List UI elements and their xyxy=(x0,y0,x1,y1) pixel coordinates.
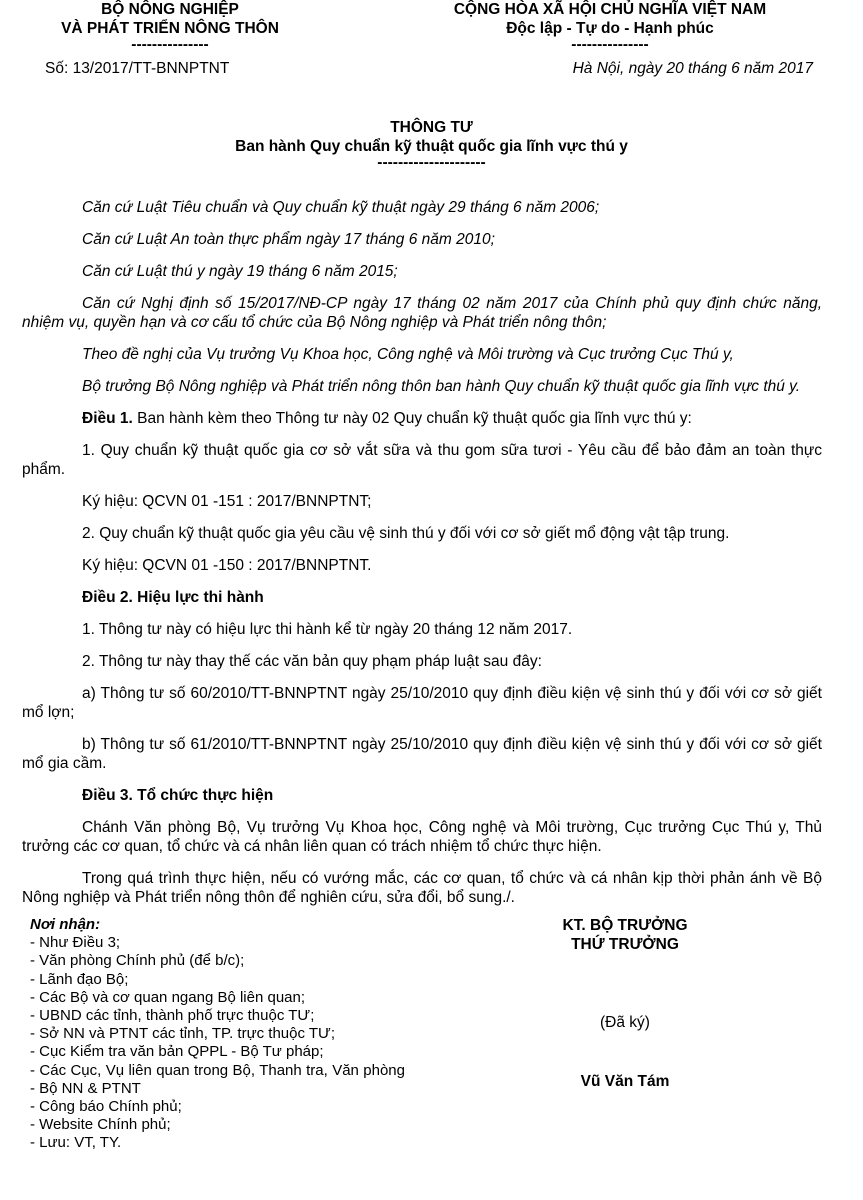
signer-title: THỨ TRƯỞNG xyxy=(571,936,679,953)
recipient-item: - Như Điều 3; xyxy=(30,934,121,952)
recipient-item: - Công báo Chính phủ; xyxy=(30,1098,182,1116)
article-1-label: Điều 1. xyxy=(82,410,133,427)
signer-authority: KT. BỘ TRƯỞNG xyxy=(562,917,688,934)
motto: Độc lập - Tự do - Hạnh phúc xyxy=(506,20,714,37)
recipients-heading: Nơi nhận: xyxy=(30,916,101,933)
recipients-block xyxy=(30,916,405,1153)
recipient-item: - Lưu: VT, TY. xyxy=(30,1134,122,1152)
signed-note: (Đã ký) xyxy=(600,1014,650,1031)
article-1-item-1: 1. Quy chuẩn kỹ thuật quốc gia cơ sở vắt sữa và thu gom sữa tươi - Yêu cầu để bảo đảm an toàn thực phẩm. xyxy=(22,442,822,478)
document-title xyxy=(0,118,863,170)
legal-basis-3: Căn cứ Luật thú y ngày 19 tháng 6 năm 2015; xyxy=(82,263,398,280)
document-type: THÔNG TƯ xyxy=(390,119,473,136)
document-subject: Ban hành Quy chuẩn kỹ thuật quốc gia lĩnh vực thú y xyxy=(235,138,628,155)
recipient-item: - Các Cục, Vụ liên quan trong Bộ, Thanh tra, Văn phòng - Bộ NN & PTNT xyxy=(30,1061,405,1097)
article-3-paragraph-1: Chánh Văn phòng Bộ, Vụ trưởng Vụ Khoa học, Công nghệ và Môi trường, Cục trưởng Cục Thú y, Thủ trưởng các cơ quan, tổ chức và cá nhân liên quan có trách nhiệm tổ chức thực hiện. xyxy=(22,819,822,855)
legal-basis-1: Căn cứ Luật Tiêu chuẩn và Quy chuẩn kỹ thuật ngày 29 tháng 6 năm 2006; xyxy=(82,199,600,216)
agency-line-2: VÀ PHÁT TRIỂN NÔNG THÔN xyxy=(61,20,279,37)
article-2-title: Điều 2. Hiệu lực thi hành xyxy=(82,589,264,606)
document-date: Hà Nội, ngày 20 tháng 6 năm 2017 xyxy=(572,60,813,77)
name-space xyxy=(500,1032,750,1072)
recipient-item: - Sở NN và PTNT các tỉnh, TP. trực thuộc TƯ; xyxy=(30,1025,336,1043)
signature-block xyxy=(500,916,750,1091)
motto-divider: --------------- xyxy=(571,36,649,53)
article-2-item-1: 1. Thông tư này có hiệu lực thi hành kể từ ngày 20 tháng 12 năm 2017. xyxy=(82,621,573,638)
article-3-title: Điều 3. Tổ chức thực hiện xyxy=(82,787,274,804)
legal-basis-4: Căn cứ Nghị định số 15/2017/NĐ-CP ngày 17 tháng 02 năm 2017 của Chính phủ quy định chức năng, nhiệm vụ, quyền hạn và cơ cấu tổ chức của Bộ Nông nghiệp và Phát triển nông thôn; xyxy=(22,295,822,331)
legal-basis-2: Căn cứ Luật An toàn thực phẩm ngày 17 tháng 6 năm 2010; xyxy=(82,231,495,248)
recipient-item: - UBND các tỉnh, thành phố trực thuộc TƯ; xyxy=(30,1007,315,1025)
article-2-item-a: a) Thông tư số 60/2010/TT-BNNPTNT ngày 25/10/2010 quy định điều kiện vệ sinh thú y đối với cơ sở giết mổ lợn; xyxy=(22,685,822,721)
legal-basis-6: Bộ trưởng Bộ Nông nghiệp và Phát triển nông thôn ban hành Quy chuẩn kỹ thuật quốc gia lĩnh vực thú y. xyxy=(82,378,801,395)
signature-space xyxy=(500,954,750,1013)
recipient-item: - Website Chính phủ; xyxy=(30,1116,171,1134)
signer-name: Vũ Văn Tám xyxy=(580,1073,670,1090)
article-2-item-2: 2. Thông tư này thay thế các văn bản quy phạm pháp luật sau đây: xyxy=(82,653,542,670)
agency-divider: --------------- xyxy=(131,36,209,53)
article-1 xyxy=(22,409,822,428)
national-motto xyxy=(400,0,820,52)
article-2-item-b: b) Thông tư số 61/2010/TT-BNNPTNT ngày 25/10/2010 quy định điều kiện vệ sinh thú y đối với cơ sở giết mổ gia cầm. xyxy=(22,736,822,772)
title-divider: --------------------- xyxy=(377,154,486,171)
issuing-agency xyxy=(20,0,320,52)
article-1-text: Ban hành kèm theo Thông tư này 02 Quy chuẩn kỹ thuật quốc gia lĩnh vực thú y: xyxy=(132,410,692,427)
country-name: CỘNG HÒA XÃ HỘI CHỦ NGHĨA VIỆT NAM xyxy=(453,1,767,18)
recipient-item: - Cục Kiểm tra văn bản QPPL - Bộ Tư pháp; xyxy=(30,1043,324,1061)
article-1-code-1: Ký hiệu: QCVN 01 -151 : 2017/BNNPTNT; xyxy=(82,493,372,510)
agency-line-1: BỘ NÔNG NGHIỆP xyxy=(101,1,239,18)
recipient-item: - Các Bộ và cơ quan ngang Bộ liên quan; xyxy=(30,988,306,1006)
document-body xyxy=(22,198,822,920)
document-number: Số: 13/2017/TT-BNNPTNT xyxy=(45,60,230,77)
article-1-code-2: Ký hiệu: QCVN 01 -150 : 2017/BNNPTNT. xyxy=(82,557,372,574)
article-3-paragraph-2: Trong quá trình thực hiện, nếu có vướng mắc, các cơ quan, tổ chức và cá nhân kịp thời phản ánh về Bộ Nông nghiệp và Phát triển nông thôn để nghiên cứu, sửa đổi, bổ sung./. xyxy=(22,870,822,906)
legal-basis-5: Theo đề nghị của Vụ trưởng Vụ Khoa học, Công nghệ và Môi trường và Cục trưởng Cục Thú y, xyxy=(82,346,734,363)
article-1-item-2: 2. Quy chuẩn kỹ thuật quốc gia yêu cầu vệ sinh thú y đối với cơ sở giết mổ động vật tập trung. xyxy=(82,525,730,542)
recipient-item: - Văn phòng Chính phủ (để b/c); xyxy=(30,952,245,970)
recipient-item: - Lãnh đạo Bộ; xyxy=(30,970,129,988)
